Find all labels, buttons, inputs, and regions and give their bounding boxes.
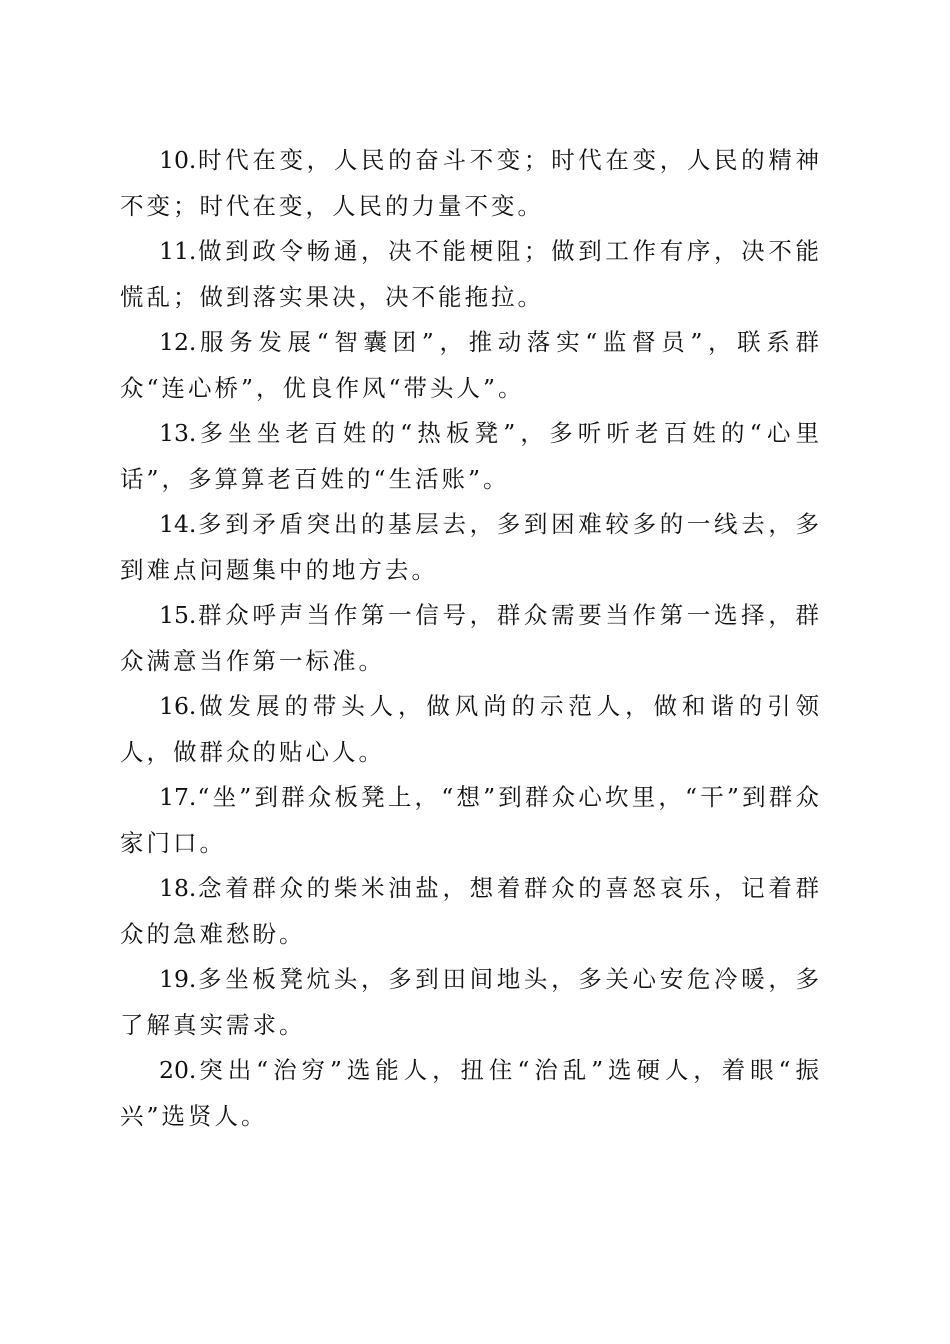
item-number: 17. xyxy=(159,783,197,811)
item-number: 12. xyxy=(159,328,197,356)
item-text: 群众呼声当作第一信号，群众需要当作第一选择，群众满意当作第一标准。 xyxy=(120,601,822,675)
item-text: 做到政令畅通，决不能梗阻；做到工作有序，决不能慌乱；做到落实果决，决不能拖拉。 xyxy=(120,237,822,311)
item-number: 10. xyxy=(159,146,197,174)
item-text: 服务发展“智囊团”，推动落实“监督员”，联系群众“连心桥”，优良作风“带头人”。 xyxy=(120,328,822,402)
item-text: “坐”到群众板凳上，“想”到群众心坎里，“干”到群众家门口。 xyxy=(120,783,822,857)
list-item xyxy=(120,593,822,684)
item-number: 15. xyxy=(159,601,197,629)
item-number: 14. xyxy=(159,510,197,538)
list-item xyxy=(120,411,822,502)
item-text: 多坐坐老百姓的“热板凳”，多听听老百姓的“心里话”，多算算老百姓的“生活账”。 xyxy=(120,419,822,493)
list-item xyxy=(120,229,822,320)
item-text: 多到矛盾突出的基层去，多到困难较多的一线去，多到难点问题集中的地方去。 xyxy=(120,510,822,584)
list-item xyxy=(120,684,822,775)
list-item xyxy=(120,1048,822,1139)
item-number: 11. xyxy=(159,237,197,265)
item-number: 18. xyxy=(159,874,197,902)
list-item xyxy=(120,866,822,957)
list-item xyxy=(120,957,822,1048)
item-text: 念着群众的柴米油盐，想着群众的喜怒哀乐，记着群众的急难愁盼。 xyxy=(120,874,822,948)
item-number: 19. xyxy=(159,965,197,993)
item-number: 20. xyxy=(159,1056,197,1084)
list-item xyxy=(120,138,822,229)
item-text: 突出“治穷”选能人，扭住“治乱”选硬人，着眼“振兴”选贤人。 xyxy=(120,1056,822,1130)
item-number: 13. xyxy=(159,419,197,447)
item-number: 16. xyxy=(159,692,197,720)
list-item xyxy=(120,502,822,593)
document-body xyxy=(120,138,822,1139)
list-item xyxy=(120,320,822,411)
item-text: 做发展的带头人，做风尚的示范人，做和谐的引领人，做群众的贴心人。 xyxy=(120,692,822,766)
item-text: 时代在变，人民的奋斗不变；时代在变，人民的精神不变；时代在变，人民的力量不变。 xyxy=(120,146,822,220)
list-item xyxy=(120,775,822,866)
item-text: 多坐板凳炕头，多到田间地头，多关心安危冷暖，多了解真实需求。 xyxy=(120,965,822,1039)
